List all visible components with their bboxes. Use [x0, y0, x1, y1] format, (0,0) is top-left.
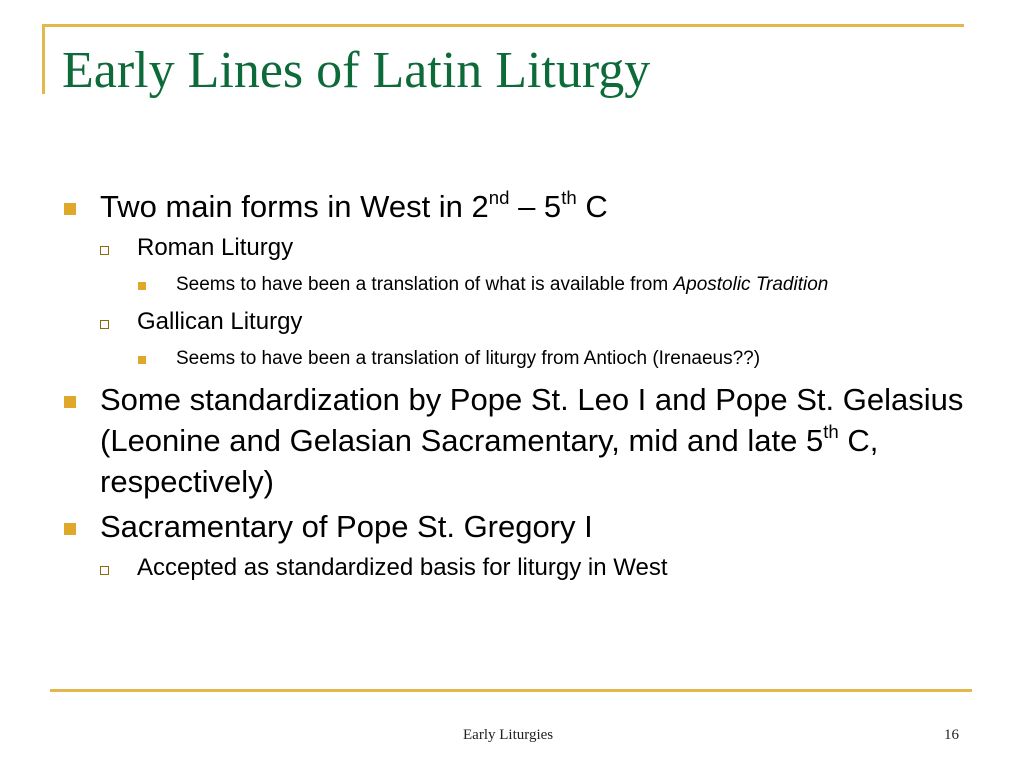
bullet-two-main-forms [58, 186, 978, 227]
hollow-square-bullet-icon [100, 566, 109, 575]
left-rule [42, 24, 45, 94]
bullet-text: – 5 [509, 189, 562, 224]
bullet-standardization [58, 379, 978, 502]
hollow-square-bullet-icon [100, 320, 109, 329]
slide-body [58, 186, 978, 585]
bullet-text: C [576, 189, 608, 224]
apostolic-tradition-title: Apostolic Tradition [673, 274, 829, 295]
square-bullet-icon [138, 282, 146, 290]
square-bullet-icon [64, 396, 76, 408]
sub-bullet-accepted-basis [58, 551, 978, 585]
sub-bullet-gallican-liturgy [58, 305, 978, 339]
bullet-text: Sacramentary of Pope St. Gregory I [100, 509, 593, 544]
top-rule [42, 24, 964, 27]
square-bullet-icon [64, 523, 76, 535]
sub-bullet-text: Roman Liturgy [137, 234, 294, 261]
superscript: th [561, 186, 577, 208]
detail-text: Seems to have been a translation of liturgy from Antioch (Irenaeus??) [176, 348, 761, 369]
footer-text: Early Liturgies [463, 727, 554, 743]
detail-roman-liturgy [58, 271, 978, 299]
bullet-text: Some standardization by Pope St. Leo I and Pope St. Gelasius (Leonine and Gelasian Sacramentary, mid and late 5 [100, 382, 964, 458]
detail-gallican-liturgy [58, 345, 978, 373]
bullet-text: C, respectively) [100, 423, 879, 499]
bullet-text: Two main forms in West in 2 [100, 189, 489, 224]
page-number: 16 [944, 727, 959, 743]
bottom-rule [50, 689, 972, 692]
bullet-sacramentary-gregory [58, 506, 978, 547]
slide-title: Early Lines of Latin Liturgy [62, 42, 651, 99]
superscript: th [823, 420, 839, 442]
sub-bullet-text: Accepted as standardized basis for liturgy in West [137, 554, 668, 581]
superscript: nd [488, 186, 510, 208]
square-bullet-icon [138, 356, 146, 364]
sub-bullet-roman-liturgy [58, 231, 978, 265]
square-bullet-icon [64, 203, 76, 215]
sub-bullet-text: Gallican Liturgy [137, 308, 303, 335]
hollow-square-bullet-icon [100, 246, 109, 255]
detail-text: Seems to have been a translation of what is available from [176, 274, 674, 295]
